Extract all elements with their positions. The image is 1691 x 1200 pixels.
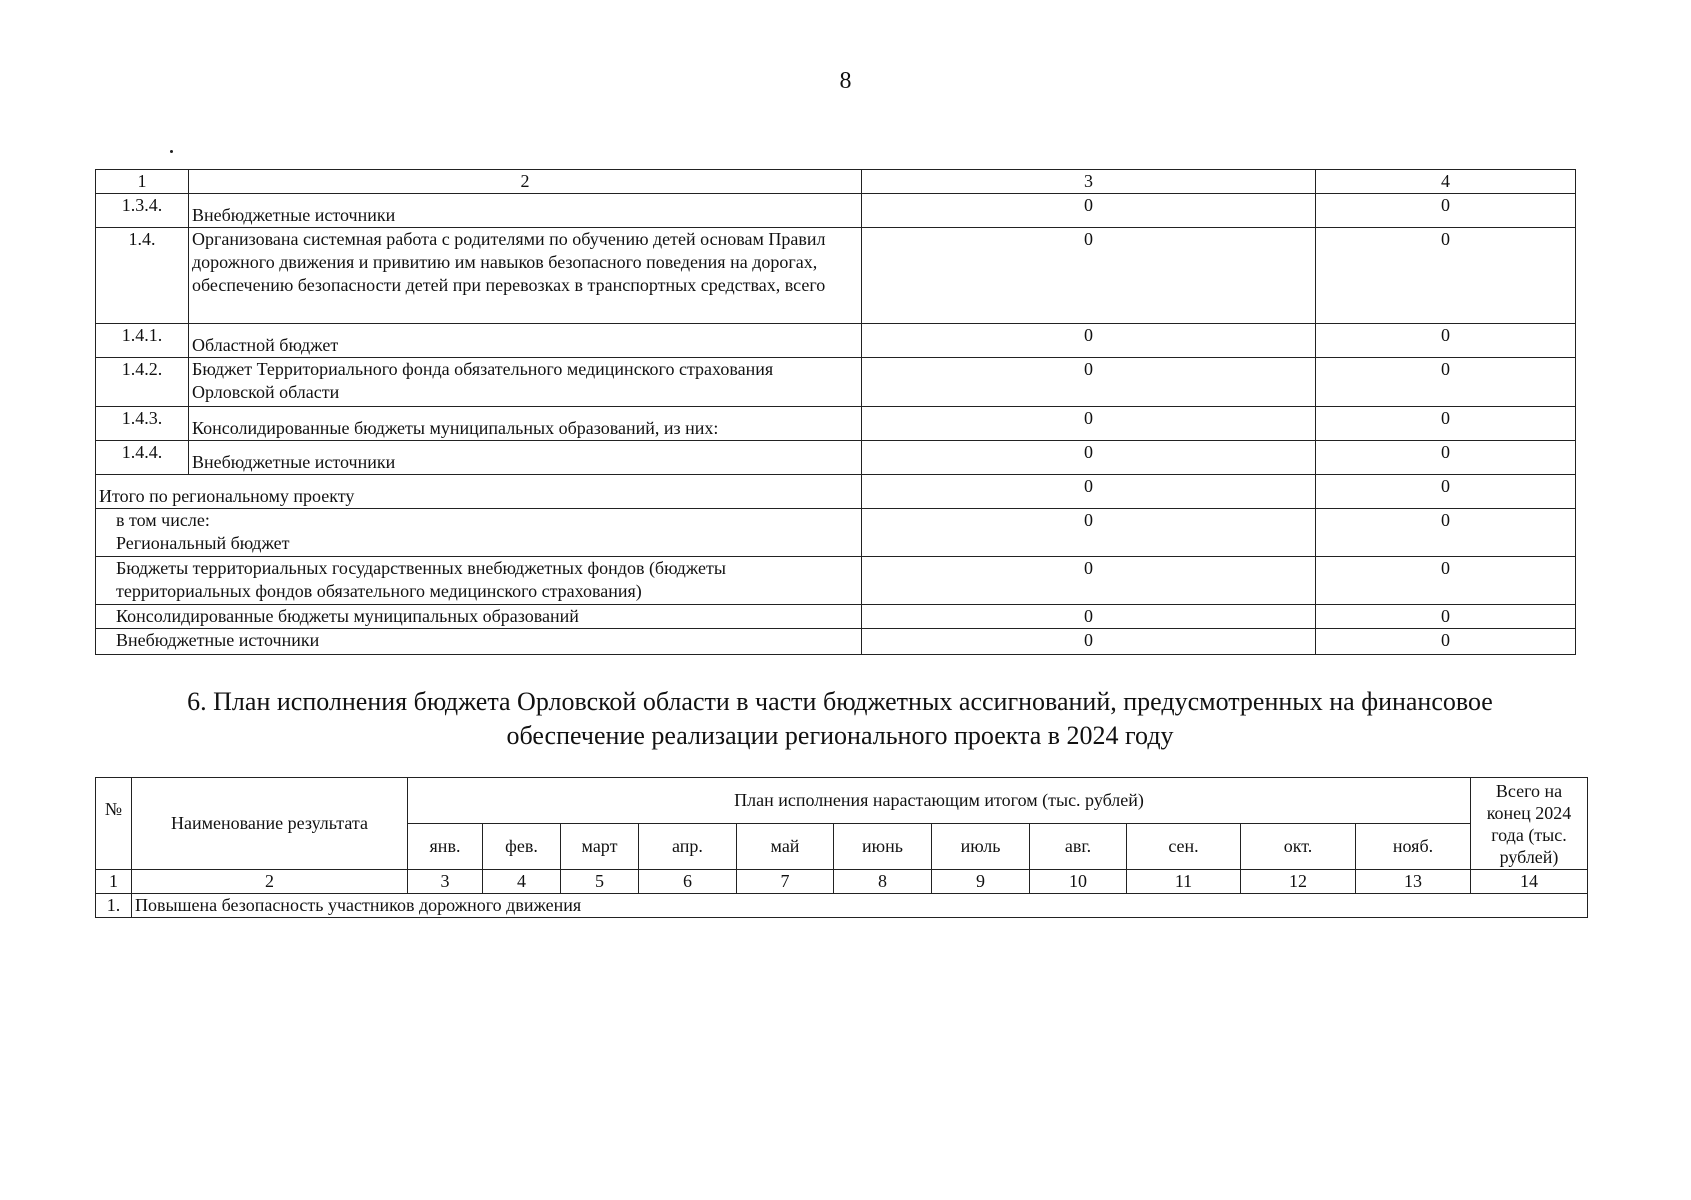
column-number: 13 [1356,870,1471,894]
table-header-row [96,778,1588,824]
total-row [96,557,1576,605]
row-name: Бюджет Территориального фонда обязательного медицинского страхования Орловской области [189,358,862,407]
column-number: 1 [96,870,132,894]
budget-plan-table [95,777,1588,918]
total-value-4: 0 [1316,629,1576,655]
total-value-4: 0 [1316,475,1576,509]
month-header: авг. [1030,824,1127,870]
total-row [96,509,1576,557]
row-value-3: 0 [862,441,1316,475]
column-number: 5 [561,870,639,894]
row-value-3: 0 [862,407,1316,441]
total-value-4: 0 [1316,605,1576,629]
total-label: Бюджеты территориальных государственных внебюджетных фондов (бюджеты территориальных фондов обязательного медицинского страхования) [96,557,862,605]
scan-dot [170,150,173,153]
row-name: Консолидированные бюджеты муниципальных образований, из них: [189,407,862,441]
column-number: 4 [483,870,561,894]
table-row [96,441,1576,475]
row-value-3: 0 [862,194,1316,228]
row-number: 1. [96,894,132,918]
row-number: 1.4.4. [96,441,189,475]
total-label: Внебюджетные источники [96,629,862,655]
column-number: 9 [932,870,1030,894]
section-title-line2: обеспечение реализации регионального проекта в 2024 году [506,721,1174,750]
total-value-3: 0 [862,509,1316,557]
total-value-4: 0 [1316,557,1576,605]
row-name: Внебюджетные источники [189,194,862,228]
total-value-3: 0 [862,475,1316,509]
row-name: Повышена безопасность участников дорожного движения [132,894,1588,918]
month-header: фев. [483,824,561,870]
row-number: 1.4.1. [96,324,189,358]
funding-table [95,169,1576,655]
total-row [96,629,1576,655]
table-row [96,358,1576,407]
column-number-row [96,870,1588,894]
row-value-3: 0 [862,228,1316,324]
month-header: май [737,824,834,870]
row-value-3: 0 [862,358,1316,407]
row-value-4: 0 [1316,194,1576,228]
total-label-line2: Региональный бюджет [116,533,290,553]
table-row [96,324,1576,358]
table-row [96,228,1576,324]
month-header: окт. [1241,824,1356,870]
column-number: 7 [737,870,834,894]
month-header: сен. [1127,824,1241,870]
total-row [96,475,1576,509]
total-label: Консолидированные бюджеты муниципальных образований [96,605,862,629]
month-header: июнь [834,824,932,870]
row-number: 1.4.2. [96,358,189,407]
column-number: 14 [1471,870,1588,894]
month-header: нояб. [1356,824,1471,870]
column-number: 8 [834,870,932,894]
header-cell: 4 [1316,170,1576,194]
month-header: июль [932,824,1030,870]
total-label: Итого по региональному проекту [96,475,862,509]
column-number: 11 [1127,870,1241,894]
row-name: Внебюджетные источники [189,441,862,475]
column-number: 6 [639,870,737,894]
header-cell: 2 [189,170,862,194]
row-value-4: 0 [1316,441,1576,475]
row-value-4: 0 [1316,228,1576,324]
row-value-4: 0 [1316,407,1576,441]
row-name: Организована системная работа с родителями по обучению детей основам Правил дорожного движения и привитию им навыков безопасного поведения на дорогах, обеспечению безопасности детей при перевозках в транспортных средствах, всего [189,228,862,324]
col-total-header: Всего на конец 2024 года (тыс. рублей) [1471,778,1588,870]
row-value-4: 0 [1316,358,1576,407]
month-header: янв. [408,824,483,870]
row-number: 1.3.4. [96,194,189,228]
total-value-3: 0 [862,629,1316,655]
section-title [60,685,1620,753]
row-value-4: 0 [1316,324,1576,358]
total-value-3: 0 [862,557,1316,605]
row-value-3: 0 [862,324,1316,358]
total-row [96,605,1576,629]
table-row [96,894,1588,918]
total-value-3: 0 [862,605,1316,629]
col-name-header: Наименование результата [132,778,408,870]
column-number: 12 [1241,870,1356,894]
col-number-header: № [96,778,132,870]
total-label [96,509,862,557]
row-number: 1.4. [96,228,189,324]
total-label-line1: в том числе: [116,510,210,530]
column-number: 10 [1030,870,1127,894]
month-header: март [561,824,639,870]
row-number: 1.4.3. [96,407,189,441]
column-number: 2 [132,870,408,894]
table-header-row [96,170,1576,194]
total-value-4: 0 [1316,509,1576,557]
row-name: Областной бюджет [189,324,862,358]
column-number: 3 [408,870,483,894]
header-cell: 1 [96,170,189,194]
page-number: 8 [839,68,852,94]
header-cell: 3 [862,170,1316,194]
group-header: План исполнения нарастающим итогом (тыс. рублей) [408,778,1471,824]
table-row [96,194,1576,228]
table-row [96,407,1576,441]
section-title-line1: 6. План исполнения бюджета Орловской области в части бюджетных ассигнований, предусмотренных на финансовое [187,687,1493,716]
month-header: апр. [639,824,737,870]
